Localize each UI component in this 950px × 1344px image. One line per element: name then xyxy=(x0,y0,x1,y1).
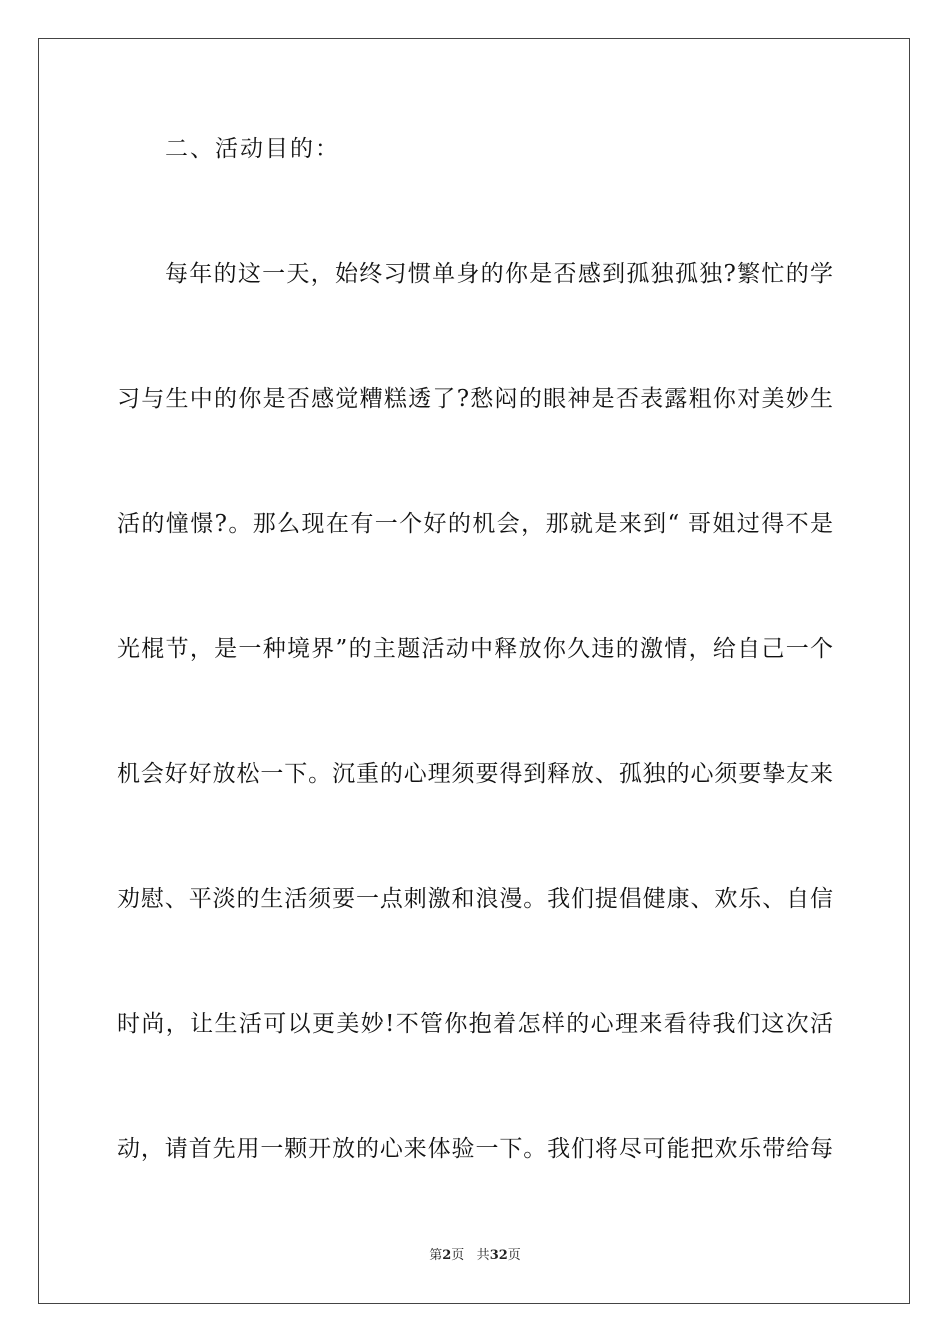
page-border xyxy=(38,38,910,1304)
paragraph-line-3: 活的憧憬?。那么现在有一个好的机会，那就是来到“ 哥姐过得不是 xyxy=(117,511,833,537)
paragraph-line-5: 机会好好放松一下。沉重的心理须要得到释放、孤独的心须要挚友来 xyxy=(117,761,833,787)
section-heading: 二、活动目的： xyxy=(165,136,340,162)
page-number: 2 xyxy=(442,1248,452,1263)
page-footer xyxy=(0,1247,950,1265)
total-suffix: 页 xyxy=(507,1248,521,1263)
paragraph-line-7: 时尚，让生活可以更美妙!不管你抱着怎样的心理来看待我们这次活 xyxy=(117,1011,833,1037)
total-pages: 32 xyxy=(489,1248,508,1263)
page-prefix: 第 xyxy=(429,1248,443,1263)
paragraph-line-6: 劝慰、平淡的生活须要一点刺激和浪漫。我们提倡健康、欢乐、自信 xyxy=(117,886,833,912)
paragraph-line-8: 动，请首先用一颗开放的心来体验一下。我们将尽可能把欢乐带给每 xyxy=(117,1136,833,1162)
paragraph-line-1: 每年的这一天，始终习惯单身的你是否感到孤独孤独?繁忙的学 xyxy=(165,261,833,287)
paragraph-line-2: 习与生中的你是否感觉糟糕透了?愁闷的眼神是否表露粗你对美妙生 xyxy=(117,386,833,412)
paragraph-line-4: 光棍节，是一种境界”的主题活动中释放你久违的激情，给自己一个 xyxy=(117,636,833,662)
page-suffix: 页 xyxy=(451,1248,465,1263)
total-prefix: 共 xyxy=(476,1248,490,1263)
